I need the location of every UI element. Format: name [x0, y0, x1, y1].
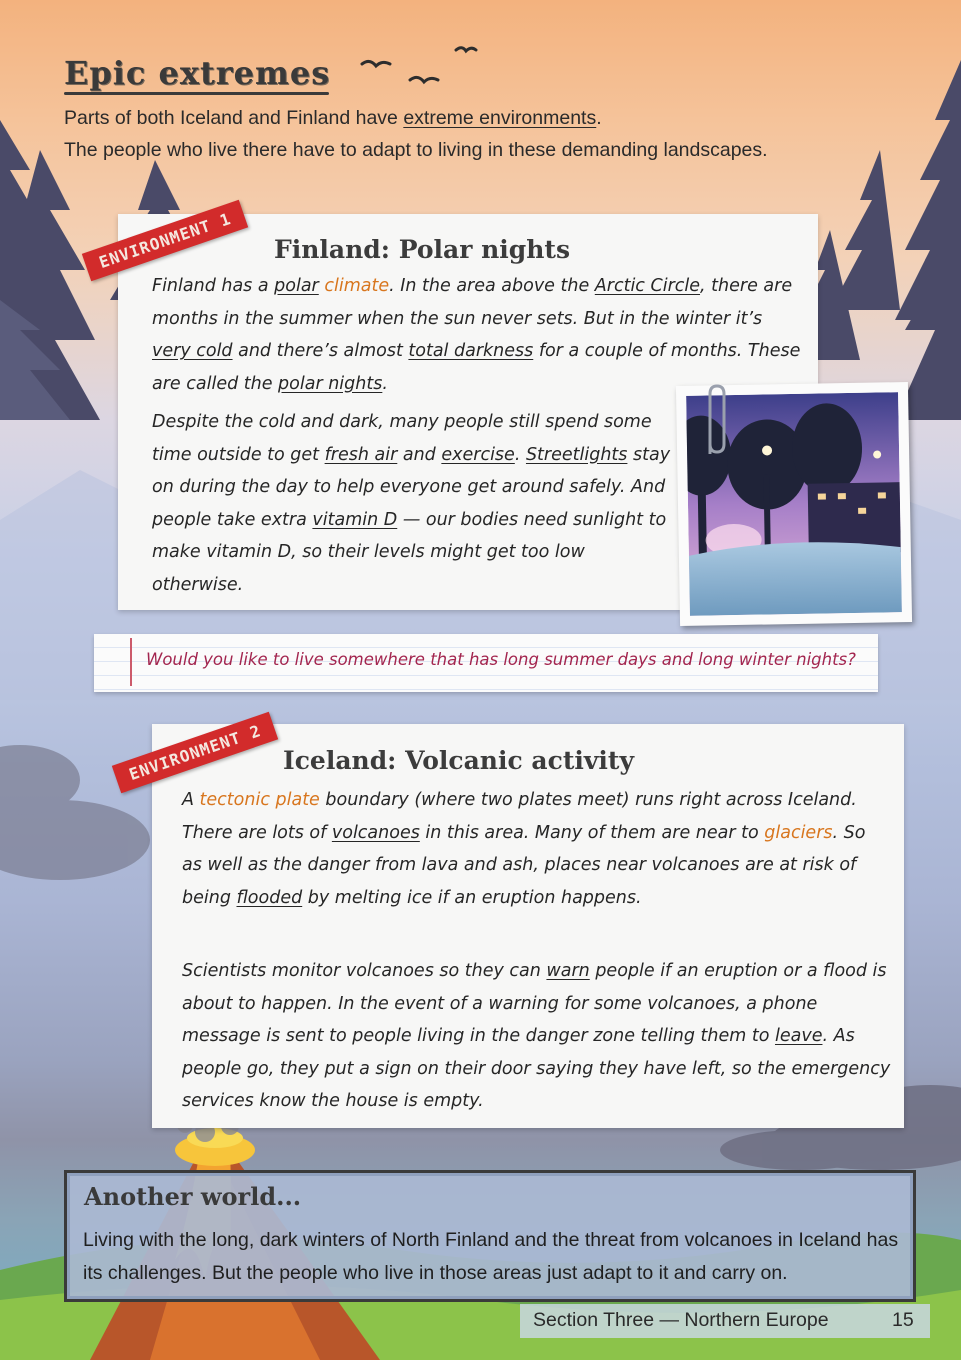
keyword-polar: polar — [274, 276, 319, 296]
text-run: A — [182, 790, 200, 810]
intro-text-part: Parts of both Iceland and Finland have — [64, 107, 404, 129]
environment-2-paragraph-2 — [182, 955, 892, 1118]
text-run: , there are months in the summer when the sun never sets. But in the winter it’s — [152, 276, 793, 329]
another-world-text: Living with the long, dark winters of North Finland and the threat from volcanoes in Iceland has its challenges. But the people who live in those areas just adapt to it and carry on. — [83, 1229, 899, 1284]
text-run: in this area. Many of them are near to — [419, 822, 765, 843]
keyword-very-cold: very cold — [152, 341, 233, 361]
text-run: — our bodies need sunlight to make vitamin D, so their levels might get too low otherwise. — [152, 509, 667, 595]
keyword-arctic-circle: Arctic Circle — [594, 276, 701, 296]
text-run: . — [382, 373, 388, 394]
keyword-glaciers: glaciers — [764, 822, 833, 843]
text-run: people if an eruption or a flood is about to happen. In the event of a warning for some volcanoes, a phone message is sent to people living in the danger zone telling them to — [182, 961, 887, 1046]
text-run: stay on during the day to help everyone get around safely. And people take extra — [152, 444, 671, 530]
keyword-volcanoes: volcanoes — [331, 822, 420, 843]
text-run: and there’s almost — [232, 341, 409, 361]
intro-text — [64, 102, 824, 166]
paperclip-icon — [698, 384, 728, 464]
keyword-fresh-air: fresh air — [324, 444, 398, 465]
keyword-climate: climate — [324, 276, 390, 296]
text-run: . So as well as the danger from lava and ash, places near volcanoes are at risk of being — [182, 822, 866, 908]
environment-1-paragraph-1 — [152, 270, 802, 400]
keyword-leave: leave — [774, 1026, 823, 1046]
text-run: Finland has a — [152, 276, 275, 296]
birds-illustration — [362, 48, 476, 82]
keyword-flooded: flooded — [236, 887, 303, 908]
keyword-streetlights: Streetlights — [525, 444, 628, 465]
environment-1-paragraph-2 — [152, 406, 672, 601]
text-run: boundary (where two plates meet) runs right across Iceland. There are lots of — [182, 790, 857, 843]
text-run: . In the area above the — [389, 276, 595, 296]
environment-2-paragraph-1 — [182, 784, 882, 914]
another-world-title: Another world... — [84, 1182, 302, 1211]
page-title: Epic extremes — [64, 54, 331, 92]
keyword-polar-nights: polar nights — [278, 373, 383, 394]
environment-2-title: Iceland: Volcanic activity — [283, 746, 634, 775]
text-run: . — [514, 444, 526, 465]
environment-1-title: Finland: Polar nights — [274, 235, 571, 264]
text-run: by melting ice if an eruption happens. — [302, 887, 642, 908]
text-run: . As people go, they put a sign on their door saying they have left, so the emergency services know the house is empty. — [182, 1026, 891, 1111]
intro-text-part: . — [596, 107, 602, 129]
environment-2-ribbon: ENVIRONMENT 2 — [112, 712, 279, 794]
keyword-total-darkness: total darkness — [408, 341, 534, 361]
title-underline — [64, 92, 329, 95]
text-run: for a couple of months. These are called the — [152, 341, 801, 394]
keyword-tectonic-plate: tectonic plate — [199, 790, 320, 810]
footer-section-label: Section Three — Northern Europe — [533, 1309, 829, 1331]
intro-text-part: The people who live there have to adapt to living in these demanding landscapes. — [64, 139, 768, 161]
keyword-warn: warn — [546, 961, 590, 981]
text-run: and — [397, 444, 442, 465]
page-number: 15 — [892, 1309, 914, 1331]
keyword-extreme-environments: extreme environments — [403, 107, 597, 129]
text-run: Despite the cold and dark, many people still spend some time outside to get — [152, 412, 652, 465]
notepaper-margin-line — [130, 638, 132, 686]
text-run: Scientists monitor volcanoes so they can — [182, 961, 547, 981]
environment-1-ribbon: ENVIRONMENT 1 — [82, 200, 249, 282]
question-text: Would you like to live somewhere that has long summer days and long winter nights? — [146, 650, 856, 669]
keyword-vitamin-d: vitamin D — [312, 509, 398, 530]
keyword-exercise: exercise — [441, 444, 515, 465]
